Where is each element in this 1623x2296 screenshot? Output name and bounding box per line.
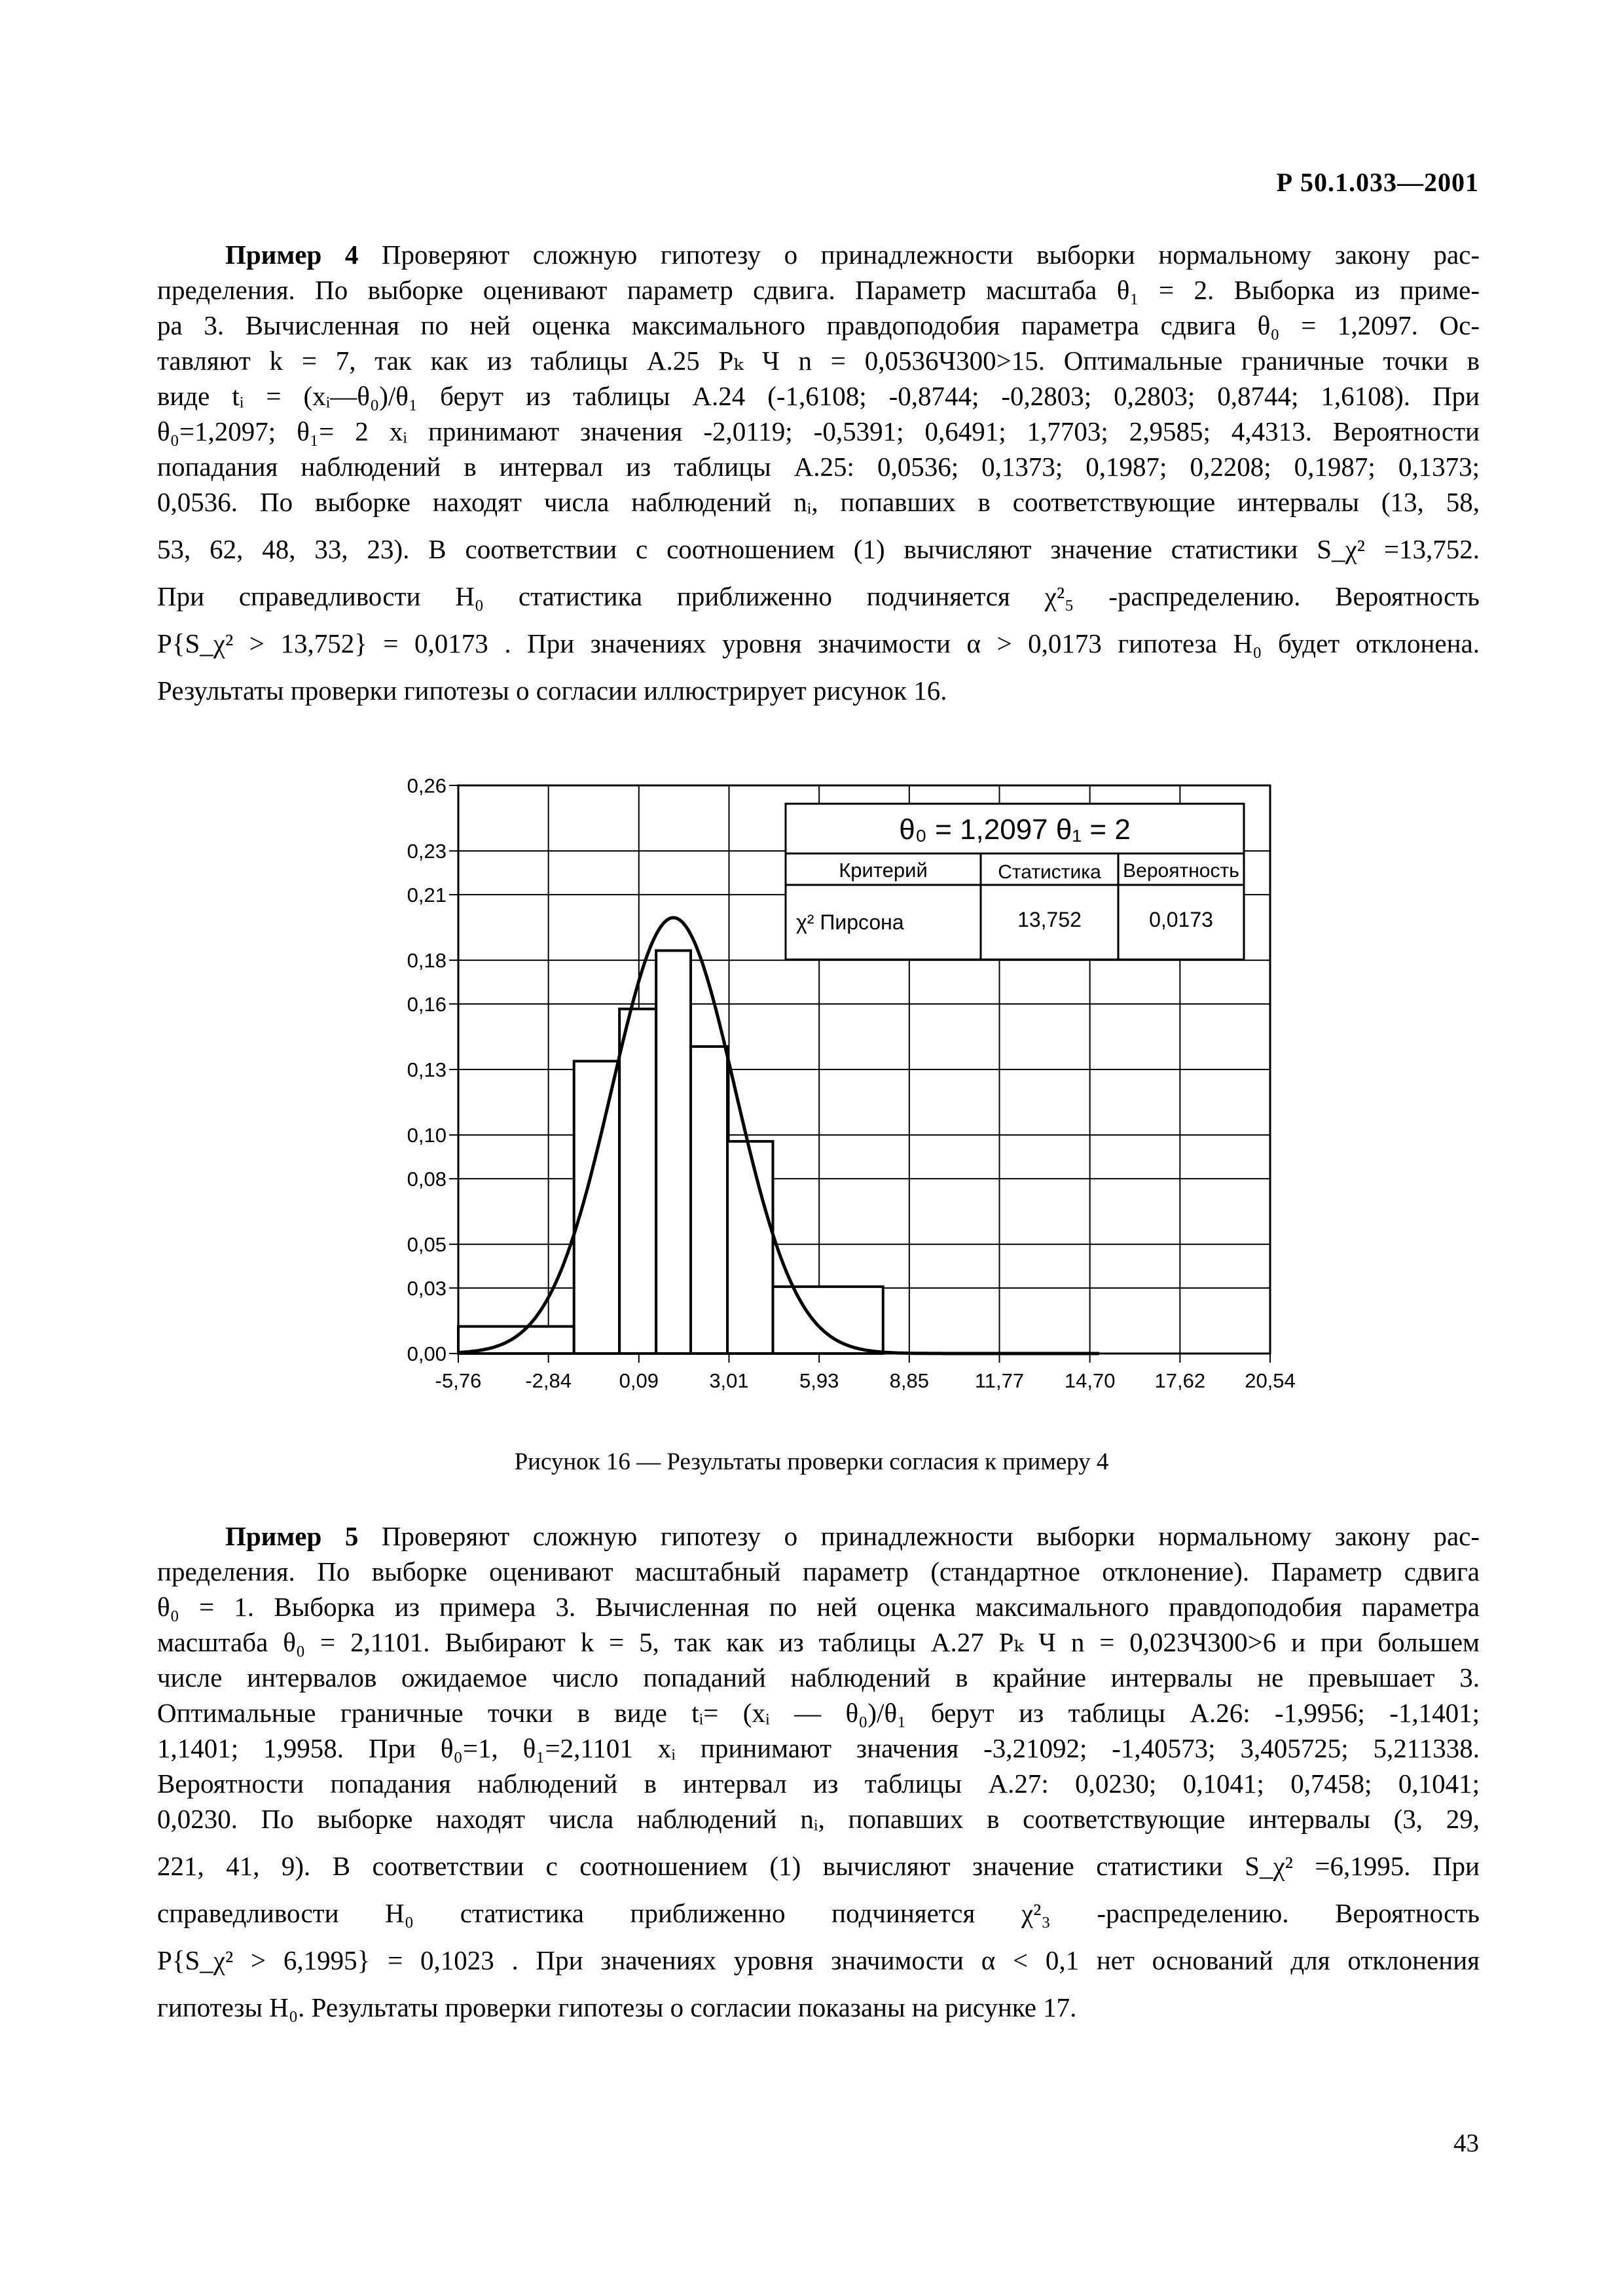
example-5-line: 0,0230. По выборке находят числа наблюдений nᵢ, попавших в соответствующие интервалы (3, 29,	[157, 1804, 1480, 1834]
example-4-line: Проверяют сложную гипотезу о принадлежности выборки нормальному закону рас-	[358, 240, 1480, 270]
results-table	[786, 804, 1244, 960]
histogram-bar	[619, 1009, 656, 1354]
example-4-paragraph	[157, 237, 1480, 708]
example-5-line: справедливости H₀ статистика приближенно подчиняется χ²₃ -распределению. Вероятность	[157, 1898, 1480, 1928]
example-5-line: 221, 41, 9). В соответствии с соотношением (1) вычисляют значение статистики S_χ² =6,1995. При	[157, 1851, 1480, 1881]
table-cell-criterion: χ² Пирсона	[796, 910, 904, 934]
y-tick-label: 0,18	[407, 949, 447, 973]
x-tick-label: 3,01	[709, 1369, 749, 1392]
histogram-bar	[656, 950, 691, 1354]
y-tick-label: 0,08	[407, 1167, 447, 1191]
example-4-line: θ₀=1,2097; θ₁= 2 xᵢ принимают значения -2,0119; -0,5391; 0,6491; 1,7703; 2,9585; 4,4313. Вероятности	[157, 416, 1480, 446]
table-header-probability: Вероятность	[1123, 860, 1239, 882]
y-tick-label: 0,10	[407, 1124, 447, 1147]
example-4-line: виде tᵢ = (xᵢ—θ₀)/θ₁ берут из таблицы А.24 (-1,6108; -0,8744; -0,2803; 0,2803; 0,8744; 1,6108). При	[157, 381, 1480, 411]
x-tick-label: 8,85	[889, 1369, 930, 1392]
example-5-line: пределения. По выборке оценивают масштабный параметр (стандартное отклонение). Параметр сдвига	[157, 1556, 1480, 1587]
x-tick-label: 14,70	[1064, 1369, 1116, 1392]
page-number: 43	[1453, 2129, 1479, 2157]
y-tick-label: 0,16	[407, 992, 447, 1016]
table-cell-statistic: 13,752	[1017, 908, 1082, 931]
table-header-statistic: Статистика	[998, 861, 1101, 883]
y-tick-labels	[407, 774, 447, 1365]
x-tick-label: 20,54	[1245, 1369, 1296, 1392]
example-5-line: Проверяют сложную гипотезу о принадлежности выборки нормальному закону рас-	[358, 1521, 1480, 1551]
x-tick-labels	[435, 1369, 1296, 1392]
example-5-line: Оптимальные граничные точки в виде tᵢ= (xᵢ — θ₀)/θ₁ берут из таблицы А.26: -1,9956; -1,1401;	[157, 1698, 1480, 1728]
example-5-line: Вероятности попадания наблюдений в интервал из таблицы А.27: 0,0230; 0,1041; 0,7458; 0,1041;	[157, 1768, 1480, 1799]
y-tick-label: 0,05	[407, 1233, 447, 1257]
histogram-chart	[367, 772, 1296, 1401]
x-tick-label: 5,93	[799, 1369, 839, 1392]
example-4-line: 0,0536. По выборке находят числа наблюдений nᵢ, попавших в соответствующие интервалы (13, 58,	[157, 487, 1480, 517]
results-table-title: θ₀ = 1,2097 θ₁ = 2	[899, 814, 1131, 846]
y-tick-label: 0,21	[407, 883, 447, 906]
x-tick-label: -2,84	[525, 1369, 572, 1392]
example-4-line: При справедливости H₀ статистика приближенно подчиняется χ²₅ -распределению. Вероятность	[157, 581, 1480, 611]
example-4-line: пределения. По выборке оценивают параметр сдвига. Параметр масштаба θ₁ = 2. Выборка из приме-	[157, 275, 1480, 305]
example-4-line: 53, 62, 48, 33, 23). В соответствии с соотношением (1) вычисляют значение статистики S_χ² =13,752.	[157, 534, 1480, 564]
table-header-criterion: Критерий	[839, 859, 928, 882]
example-5-line: P{S_χ² > 6,1995} = 0,1023 . При значениях уровня значимости α < 0,1 нет оснований для отклонения	[157, 1945, 1480, 1975]
example-5-line: гипотезы H₀. Результаты проверки гипотезы о согласии показаны на рисунке 17.	[157, 1992, 1077, 2022]
x-tick-label: 11,77	[974, 1369, 1025, 1392]
example-4-line: Результаты проверки гипотезы о согласии иллюстрирует рисунок 16.	[157, 675, 947, 706]
table-cell-probability: 0,0173	[1149, 908, 1213, 931]
y-tick-label: 0,00	[407, 1342, 447, 1365]
histogram-bar	[773, 1287, 883, 1354]
example-4-line: тавляют k = 7, так как из таблицы А.25 Pₖ Ч n = 0,0536Ч300>15. Оптимальные граничные точки в	[157, 346, 1480, 376]
example-4-line: попадания наблюдений в интервал из таблицы А.25: 0,0536; 0,1373; 0,1987; 0,2208; 0,1987; 0,1373;	[157, 452, 1480, 482]
example-4-line: ра 3. Вычисленная по ней оценка максимального правдоподобия параметра сдвига θ₀ = 1,2097. Ос-	[157, 310, 1480, 340]
example-5-line: θ₀ = 1. Выборка из примера 3. Вычисленная по ней оценка максимального правдоподобия параметра	[157, 1592, 1480, 1622]
example-5-line: 1,1401; 1,9958. При θ₀=1, θ₁=2,1101 xᵢ принимают значения -3,21092; -1,40573; 3,405725; 5,211338.	[157, 1733, 1480, 1763]
figure-caption: Рисунок 16 — Результаты проверки согласия к примеру 4	[514, 1448, 1109, 1475]
y-tick-label: 0,23	[407, 840, 447, 863]
example-5-line: числе интервалов ожидаемое число попаданий наблюдений в крайние интервалы не превышает 3.	[157, 1662, 1480, 1693]
example-4-lead: Пример 4	[225, 240, 359, 270]
histogram-bar	[727, 1141, 773, 1354]
y-tick-label: 0,03	[407, 1276, 447, 1300]
y-tick-label: 0,13	[407, 1058, 447, 1081]
document-code: Р 50.1.033—2001	[1276, 168, 1479, 197]
example-4-line: P{S_χ² > 13,752} = 0,0173 . При значениях уровня значимости α > 0,0173 гипотеза H₀ будет отклонена.	[157, 628, 1480, 658]
example-5-line: масштаба θ₀ = 2,1101. Выбирают k = 5, так как из таблицы А.27 Pₖ Ч n = 0,023Ч300>6 и при большем	[157, 1627, 1480, 1657]
histogram-bar	[691, 1047, 727, 1354]
x-tick-label: 0,09	[619, 1369, 659, 1392]
x-tick-label: 17,62	[1154, 1369, 1206, 1392]
example-5-paragraph	[157, 1518, 1480, 2025]
x-tick-label: -5,76	[435, 1369, 482, 1392]
example-5-lead: Пример 5	[225, 1521, 359, 1551]
y-tick-label: 0,26	[407, 774, 447, 797]
